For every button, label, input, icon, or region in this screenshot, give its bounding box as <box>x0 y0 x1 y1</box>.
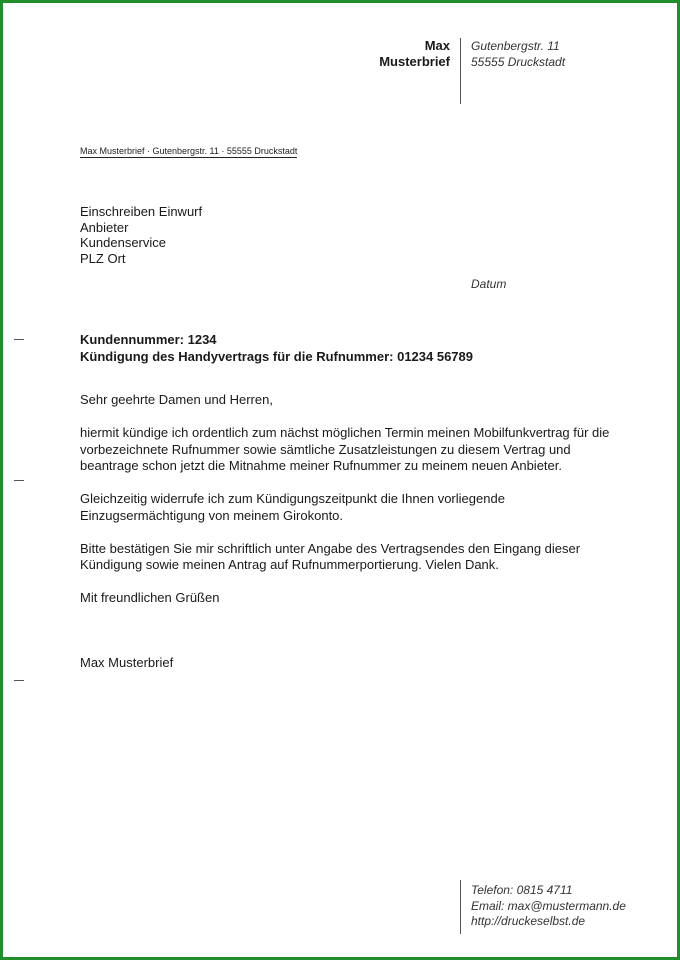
footer-divider <box>460 880 461 934</box>
sender-last-name: Musterbrief <box>379 54 450 69</box>
header-divider <box>460 38 461 104</box>
customer-number: Kundennummer: 1234 <box>80 332 217 347</box>
recipient-line-4: PLZ Ort <box>80 250 126 266</box>
date-field: Datum <box>471 277 507 291</box>
body-paragraph-1: hiermit kündige ich ordentlich zum nächst möglichen Termin meinen Mobilfunkvertrag für die vorbezeichnete Rufnummer sowie sämtliche Zusatzleistungen zu diesem Vertrag und beantrage schon jetzt die Mitnahme meiner Rufnummer zu meinem neuen Anbieter. <box>80 425 610 473</box>
letter-body <box>80 392 625 623</box>
body-paragraph-2: Gleichzeitig widerrufe ich zum Kündigungszeitpunkt die Ihnen vorliegende Einzugsermächtigung von meinem Girokonto. <box>80 491 505 523</box>
subject-title: Kündigung des Handyvertrags für die Rufnummer: 01234 56789 <box>80 348 473 364</box>
sender-name <box>379 38 450 70</box>
salutation: Sehr geehrte Damen und Herren, <box>80 392 273 407</box>
recipient-address <box>80 204 202 266</box>
sender-street: Gutenbergstr. 11 <box>471 39 560 53</box>
sender-first-name: Max <box>424 38 450 53</box>
body-paragraph-3: Bitte bestätigen Sie mir schriftlich unter Angabe des Vertragsendes den Eingang dieser Kündigung sowie meinen Antrag auf Rufnummerportierung. Vielen Dank. <box>80 540 581 572</box>
return-address-line: Max Musterbrief · Gutenbergstr. 11 · 55555 Druckstadt <box>80 146 298 156</box>
sender-address <box>471 38 565 70</box>
subject-block <box>80 332 473 365</box>
punch-mark <box>14 480 24 481</box>
footer-phone: Telefon: 0815 4711 <box>471 883 573 897</box>
sender-city: 55555 Druckstadt <box>471 55 566 69</box>
fold-mark-top <box>14 339 24 340</box>
recipient-line-1: Einschreiben Einwurf <box>80 204 203 219</box>
footer-website: http://druckeselbst.de <box>471 914 586 928</box>
signature: Max Musterbrief <box>80 655 174 670</box>
fold-mark-bottom <box>14 680 24 681</box>
footer-email: Email: max@mustermann.de <box>471 898 626 913</box>
recipient-line-2: Anbieter <box>80 219 129 235</box>
closing: Mit freundlichen Grüßen <box>80 590 220 605</box>
footer-contact <box>471 883 626 930</box>
recipient-line-3: Kundenservice <box>80 235 166 250</box>
